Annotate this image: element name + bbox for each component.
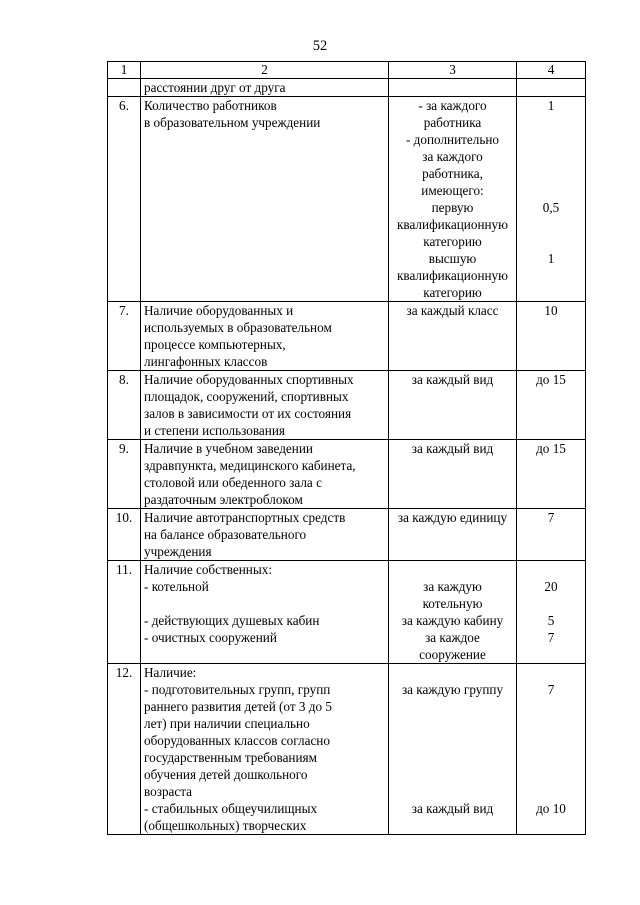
points-value: 20: [544, 579, 558, 594]
row-number-text: 7.: [119, 303, 129, 318]
row-number: [108, 664, 141, 835]
condition-line: - за каждого: [418, 98, 487, 113]
condition-line: за каждый вид: [411, 441, 494, 456]
points-value: [520, 664, 582, 681]
indicator-cell: [141, 302, 389, 371]
row-number-text: 9.: [119, 441, 129, 456]
points-value: [520, 114, 582, 131]
condition-line: сооружение: [419, 647, 486, 662]
condition-line: за каждый класс: [406, 303, 499, 318]
indicator-line: Наличие оборудованных и: [144, 303, 294, 318]
indicator-line: Наличие автотранспортных средств: [144, 510, 346, 525]
points-cell: [517, 509, 586, 561]
indicator-line: учреждения: [144, 544, 212, 559]
indicator-line: Наличие в учебном заведении: [144, 441, 313, 456]
indicator-line: (общешкольных) творческих: [144, 818, 307, 833]
condition-line: [392, 715, 513, 732]
points-value: 1: [547, 98, 555, 113]
indicator-line: - стабильных общеучилищных: [144, 801, 318, 816]
points-value: 5: [547, 613, 555, 628]
condition-line: [392, 732, 513, 749]
indicator-line: обучения детей дошкольного: [144, 767, 308, 782]
points-value: [520, 749, 582, 766]
condition-line: за каждый вид: [411, 801, 494, 816]
table-row: [108, 371, 586, 440]
points-value: 0,5: [542, 200, 560, 215]
condition-line: котельную: [422, 596, 483, 611]
condition-line: за каждого: [422, 149, 483, 164]
table-row: [108, 561, 586, 664]
condition-line: категорию: [423, 285, 482, 300]
header-col-3: 3: [389, 62, 517, 79]
indicator-line: Наличие:: [144, 665, 197, 680]
points-value: до 10: [536, 801, 566, 816]
condition-cell: [389, 664, 517, 835]
indicator-line: - котельной: [144, 579, 209, 594]
continuation-text: расстоянии друг от друга: [141, 79, 389, 97]
header-col-2: 2: [141, 62, 389, 79]
condition-line: имеющего:: [421, 183, 484, 198]
table-row: [108, 440, 586, 509]
indicator-line: столовой или обеденного зала с: [144, 475, 322, 490]
indicator-line: лингафонных классов: [144, 354, 268, 369]
condition-cell: [389, 509, 517, 561]
indicator-line: возраста: [144, 784, 193, 799]
indicator-line: Количество работников: [144, 98, 277, 113]
indicator-line: используемых в образовательном: [144, 320, 332, 335]
points-value: [520, 233, 582, 250]
points-value: до 15: [536, 441, 566, 456]
condition-line: квалификационную: [397, 268, 508, 283]
row-number: [108, 371, 141, 440]
indicator-line: [144, 595, 385, 612]
points-cell: [517, 302, 586, 371]
row-number: [108, 302, 141, 371]
points-value: 10: [544, 303, 558, 318]
row-number-text: 6.: [119, 98, 129, 113]
indicator-line: на балансе образовательного: [144, 527, 307, 542]
points-value: [520, 595, 582, 612]
indicator-line: - подготовительных групп, групп: [144, 682, 331, 697]
points-cell: [517, 440, 586, 509]
condition-line: [392, 561, 513, 578]
indicator-line: лет) при наличии специально: [144, 716, 310, 731]
condition-line: квалификационную: [397, 217, 508, 232]
points-cell: [517, 561, 586, 664]
condition-cell: [389, 302, 517, 371]
condition-cell: [389, 97, 517, 302]
condition-line: [392, 749, 513, 766]
condition-cell: [389, 440, 517, 509]
row-number: [108, 440, 141, 509]
indicator-line: Наличие оборудованных спортивных: [144, 372, 354, 387]
indicator-cell: [141, 664, 389, 835]
points-value: [520, 783, 582, 800]
table-row: [108, 509, 586, 561]
points-cell: [517, 97, 586, 302]
indicator-line: и степени использования: [144, 423, 285, 438]
criteria-table: [107, 61, 586, 835]
indicator-line: государственным требованиям: [144, 750, 317, 765]
header-col-1: 1: [108, 62, 141, 79]
indicator-line: оборудованных классов согласно: [144, 733, 330, 748]
table-row: [108, 97, 586, 302]
condition-cell: [389, 561, 517, 664]
condition-line: [392, 698, 513, 715]
condition-line: высшую: [428, 251, 477, 266]
header-col-4: 4: [517, 62, 586, 79]
header-row: [108, 62, 586, 79]
indicator-line: - действующих душевых кабин: [144, 613, 320, 628]
points-value: 7: [547, 682, 555, 697]
points-value: [520, 715, 582, 732]
indicator-cell: [141, 509, 389, 561]
condition-line: работника,: [422, 166, 483, 181]
row-number-text: 12.: [115, 665, 133, 680]
condition-line: [392, 766, 513, 783]
points-value: 1: [547, 251, 555, 266]
indicator-line: Наличие собственных:: [144, 562, 272, 577]
indicator-line: раздаточным электроблоком: [144, 492, 303, 507]
condition-line: за каждую кабину: [401, 613, 504, 628]
row-number-text: 11.: [116, 562, 132, 577]
points-value: [520, 698, 582, 715]
condition-line: за каждую единицу: [397, 510, 508, 525]
points-value: [520, 561, 582, 578]
row-number-text: 10.: [115, 510, 133, 525]
indicator-line: в образовательном учреждении: [144, 115, 321, 130]
indicator-cell: [141, 561, 389, 664]
continuation-num: [108, 79, 141, 97]
points-value: до 15: [536, 372, 566, 387]
indicator-line: процессе компьютерных,: [144, 337, 286, 352]
condition-line: за каждое: [425, 630, 480, 645]
points-value: [520, 182, 582, 199]
continuation-row: [108, 79, 586, 97]
row-number: [108, 509, 141, 561]
points-value: 7: [547, 510, 555, 525]
condition-line: [392, 664, 513, 681]
condition-cell: [389, 371, 517, 440]
points-value: [520, 766, 582, 783]
condition-line: [392, 783, 513, 800]
indicator-line: площадок, сооружений, спортивных: [144, 389, 349, 404]
indicator-cell: [141, 371, 389, 440]
condition-line: первую: [431, 200, 474, 215]
condition-line: категорию: [423, 234, 482, 249]
row-number: [108, 97, 141, 302]
condition-line: за каждую группу: [401, 682, 504, 697]
condition-line: за каждую: [423, 579, 482, 594]
indicator-line: здравпункта, медицинского кабинета,: [144, 458, 356, 473]
indicator-cell: [141, 97, 389, 302]
indicator-cell: [141, 440, 389, 509]
condition-line: - дополнительно: [405, 132, 500, 147]
row-number-text: 8.: [119, 372, 129, 387]
points-value: 7: [547, 630, 555, 645]
points-cell: [517, 664, 586, 835]
table-row: [108, 664, 586, 835]
condition-line: за каждый вид: [411, 372, 494, 387]
points-value: [520, 165, 582, 182]
indicator-line: - очистных сооружений: [144, 630, 277, 645]
condition-line: работника: [423, 115, 482, 130]
continuation-col3: [389, 79, 517, 97]
table-row: [108, 302, 586, 371]
continuation-col4: [517, 79, 586, 97]
points-cell: [517, 371, 586, 440]
points-value: [520, 216, 582, 233]
points-value: [520, 131, 582, 148]
points-value: [520, 732, 582, 749]
indicator-line: залов в зависимости от их состояния: [144, 406, 352, 421]
indicator-line: раннего развития детей (от 3 до 5: [144, 699, 332, 714]
points-value: [520, 148, 582, 165]
row-number: [108, 561, 141, 664]
page-number: 52: [312, 38, 328, 54]
